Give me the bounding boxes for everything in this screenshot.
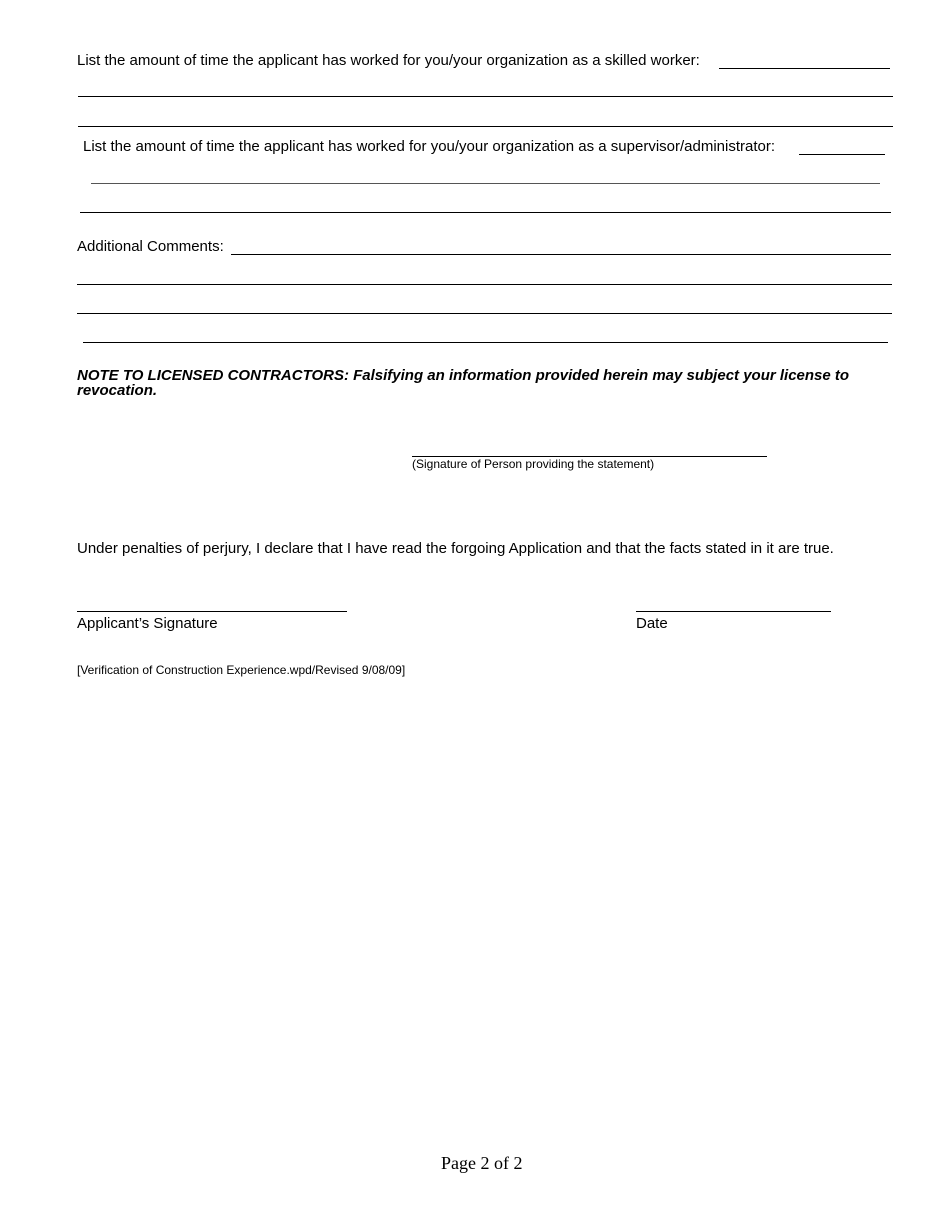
skilled-worker-answer-line-1[interactable] [78,96,893,97]
supervisor-answer-field[interactable] [799,154,885,155]
skilled-worker-answer-line-2[interactable] [78,126,893,127]
comments-line-2[interactable] [77,313,892,314]
date-line[interactable] [636,611,831,612]
file-reference: [Verification of Construction Experience.wpd/Revised 9/08/09] [77,663,406,677]
comments-line-1[interactable] [77,284,892,285]
skilled-worker-prompt: List the amount of time the applicant has worked for you/your organization as a skilled worker: [77,52,700,69]
supervisor-prompt: List the amount of time the applicant has worked for you/your organization as a supervisor/administrator: [83,138,776,155]
applicant-signature-label: Applicant’s Signature [77,615,218,632]
comments-label: Additional Comments: [77,238,224,255]
supervisor-answer-line-2[interactable] [80,212,891,213]
comments-field[interactable] [231,254,891,255]
comments-line-3[interactable] [83,342,888,343]
page-number: Page 2 of 2 [441,1153,523,1173]
contractor-note: NOTE TO LICENSED CONTRACTORS: Falsifying an information provided herein may subject your license to revocation. [77,367,850,399]
supervisor-answer-line-1[interactable] [91,183,880,184]
date-label: Date [636,615,668,632]
statement-signature-caption: (Signature of Person providing the statement) [412,457,655,471]
perjury-declaration: Under penalties of perjury, I declare that I have read the forgoing Application and that the facts stated in it are true. [77,540,834,557]
skilled-worker-answer-field[interactable] [719,68,890,69]
applicant-signature-line[interactable] [77,611,347,612]
